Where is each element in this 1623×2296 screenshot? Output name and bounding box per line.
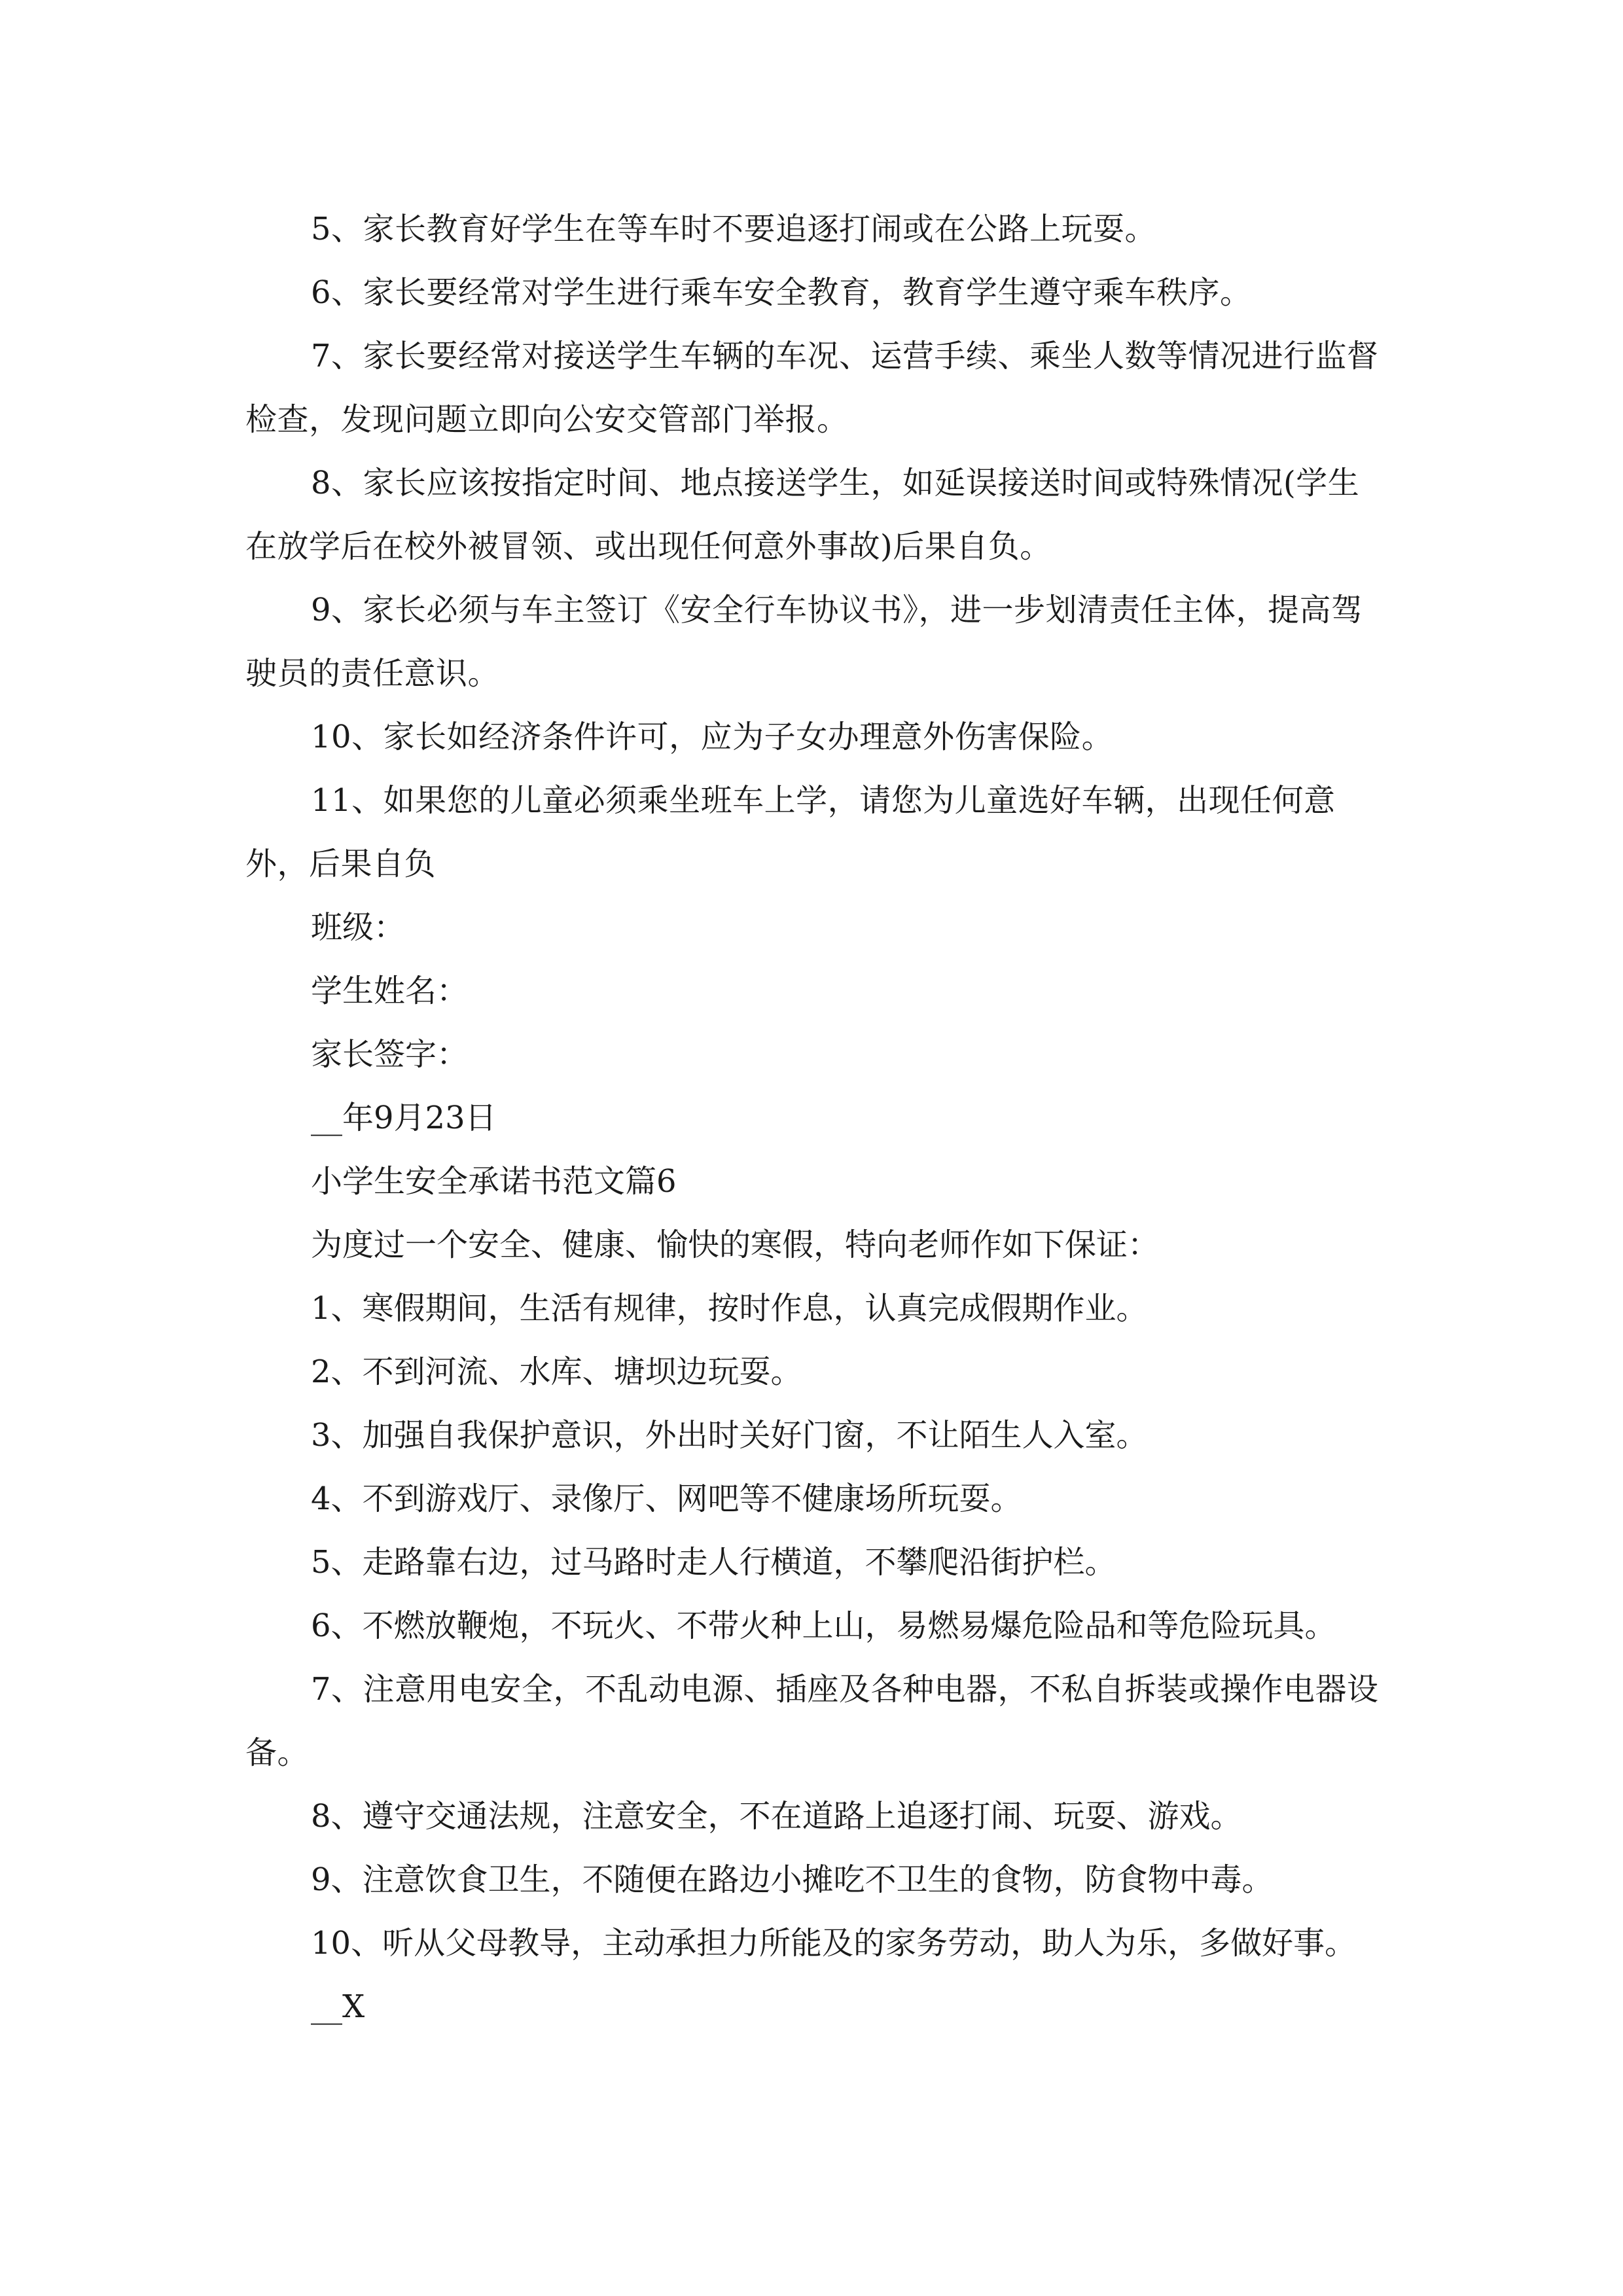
parent-rule-5: 5、家长教育好学生在等车时不要追逐打闹或在公路上玩耍。 — [311, 211, 1157, 247]
pledge-item-1: 1、寒假期间，生活有规律，按时作息，认真完成假期作业。 — [311, 1290, 1148, 1327]
parent-rule-11: 11、如果您的儿童必须乘坐班车上学，请您为儿童选好车辆，出现任何意外，后果自负 — [245, 782, 1336, 882]
parent-rule-6: 6、家长要经常对学生进行乘车安全教育，教育学生遵守乘车秩序。 — [311, 274, 1252, 311]
pledge-item-4: 4、不到游戏厅、录像厅、网吧等不健康场所玩耍。 — [311, 1480, 1022, 1517]
parent-rule-8: 8、家长应该按指定时间、地点接送学生，如延误接送时间或特殊情况(学生在放学后在校外被冒领、或出现任何意外事故)后果自负。 — [245, 465, 1360, 565]
signature-date: __年9月23日 — [311, 1100, 497, 1136]
pledge-item-7: 7、注意用电安全，不乱动电源、插座及各种电器，不私自拆装或操作电器设备。 — [245, 1671, 1379, 1771]
pledge-item-6: 6、不燃放鞭炮，不玩火、不带火种上山，易燃易爆危险品和等危险玩具。 — [311, 1607, 1336, 1644]
pledge-item-10: 10、听从父母教导，主动承担力所能及的家务劳动，助人为乐，多做好事。 — [311, 1925, 1357, 1962]
section-title: 小学生安全承诺书范文篇6 — [311, 1163, 677, 1200]
pledge-intro: 为度过一个安全、健康、愉快的寒假，特向老师作如下保证： — [311, 1227, 1160, 1263]
pledge-item-2: 2、不到河流、水库、塘坝边玩耍。 — [311, 1354, 802, 1390]
pledge-item-5: 5、走路靠右边，过马路时走人行横道，不攀爬沿街护栏。 — [311, 1544, 1116, 1581]
pledge-item-3: 3、加强自我保护意识，外出时关好门窗，不让陌生人入室。 — [311, 1417, 1148, 1454]
parent-rule-7: 7、家长要经常对接送学生车辆的车况、运营手续、乘坐人数等情况进行监督检查，发现问题立即向公安交管部门举报。 — [245, 338, 1379, 438]
parent-rule-9: 9、家长必须与车主签订《安全行车协议书》，进一步划清责任主体，提高驾驶员的责任意识。 — [245, 592, 1363, 692]
pledge-item-8: 8、遵守交通法规，注意安全，不在道路上追逐打闹、玩耍、游戏。 — [311, 1798, 1242, 1835]
document-body — [245, 198, 1384, 2039]
pledge-item-9: 9、注意饮食卫生，不随便在路边小摊吃不卫生的食物，防食物中毒。 — [311, 1861, 1274, 1898]
parent-signature-label: 家长签字： — [311, 1036, 469, 1073]
closing-signature: __X — [311, 1988, 365, 2025]
student-name-label: 学生姓名： — [311, 973, 469, 1009]
class-label: 班级： — [311, 909, 406, 946]
parent-rule-10: 10、家长如经济条件许可，应为子女办理意外伤害保险。 — [311, 719, 1114, 755]
